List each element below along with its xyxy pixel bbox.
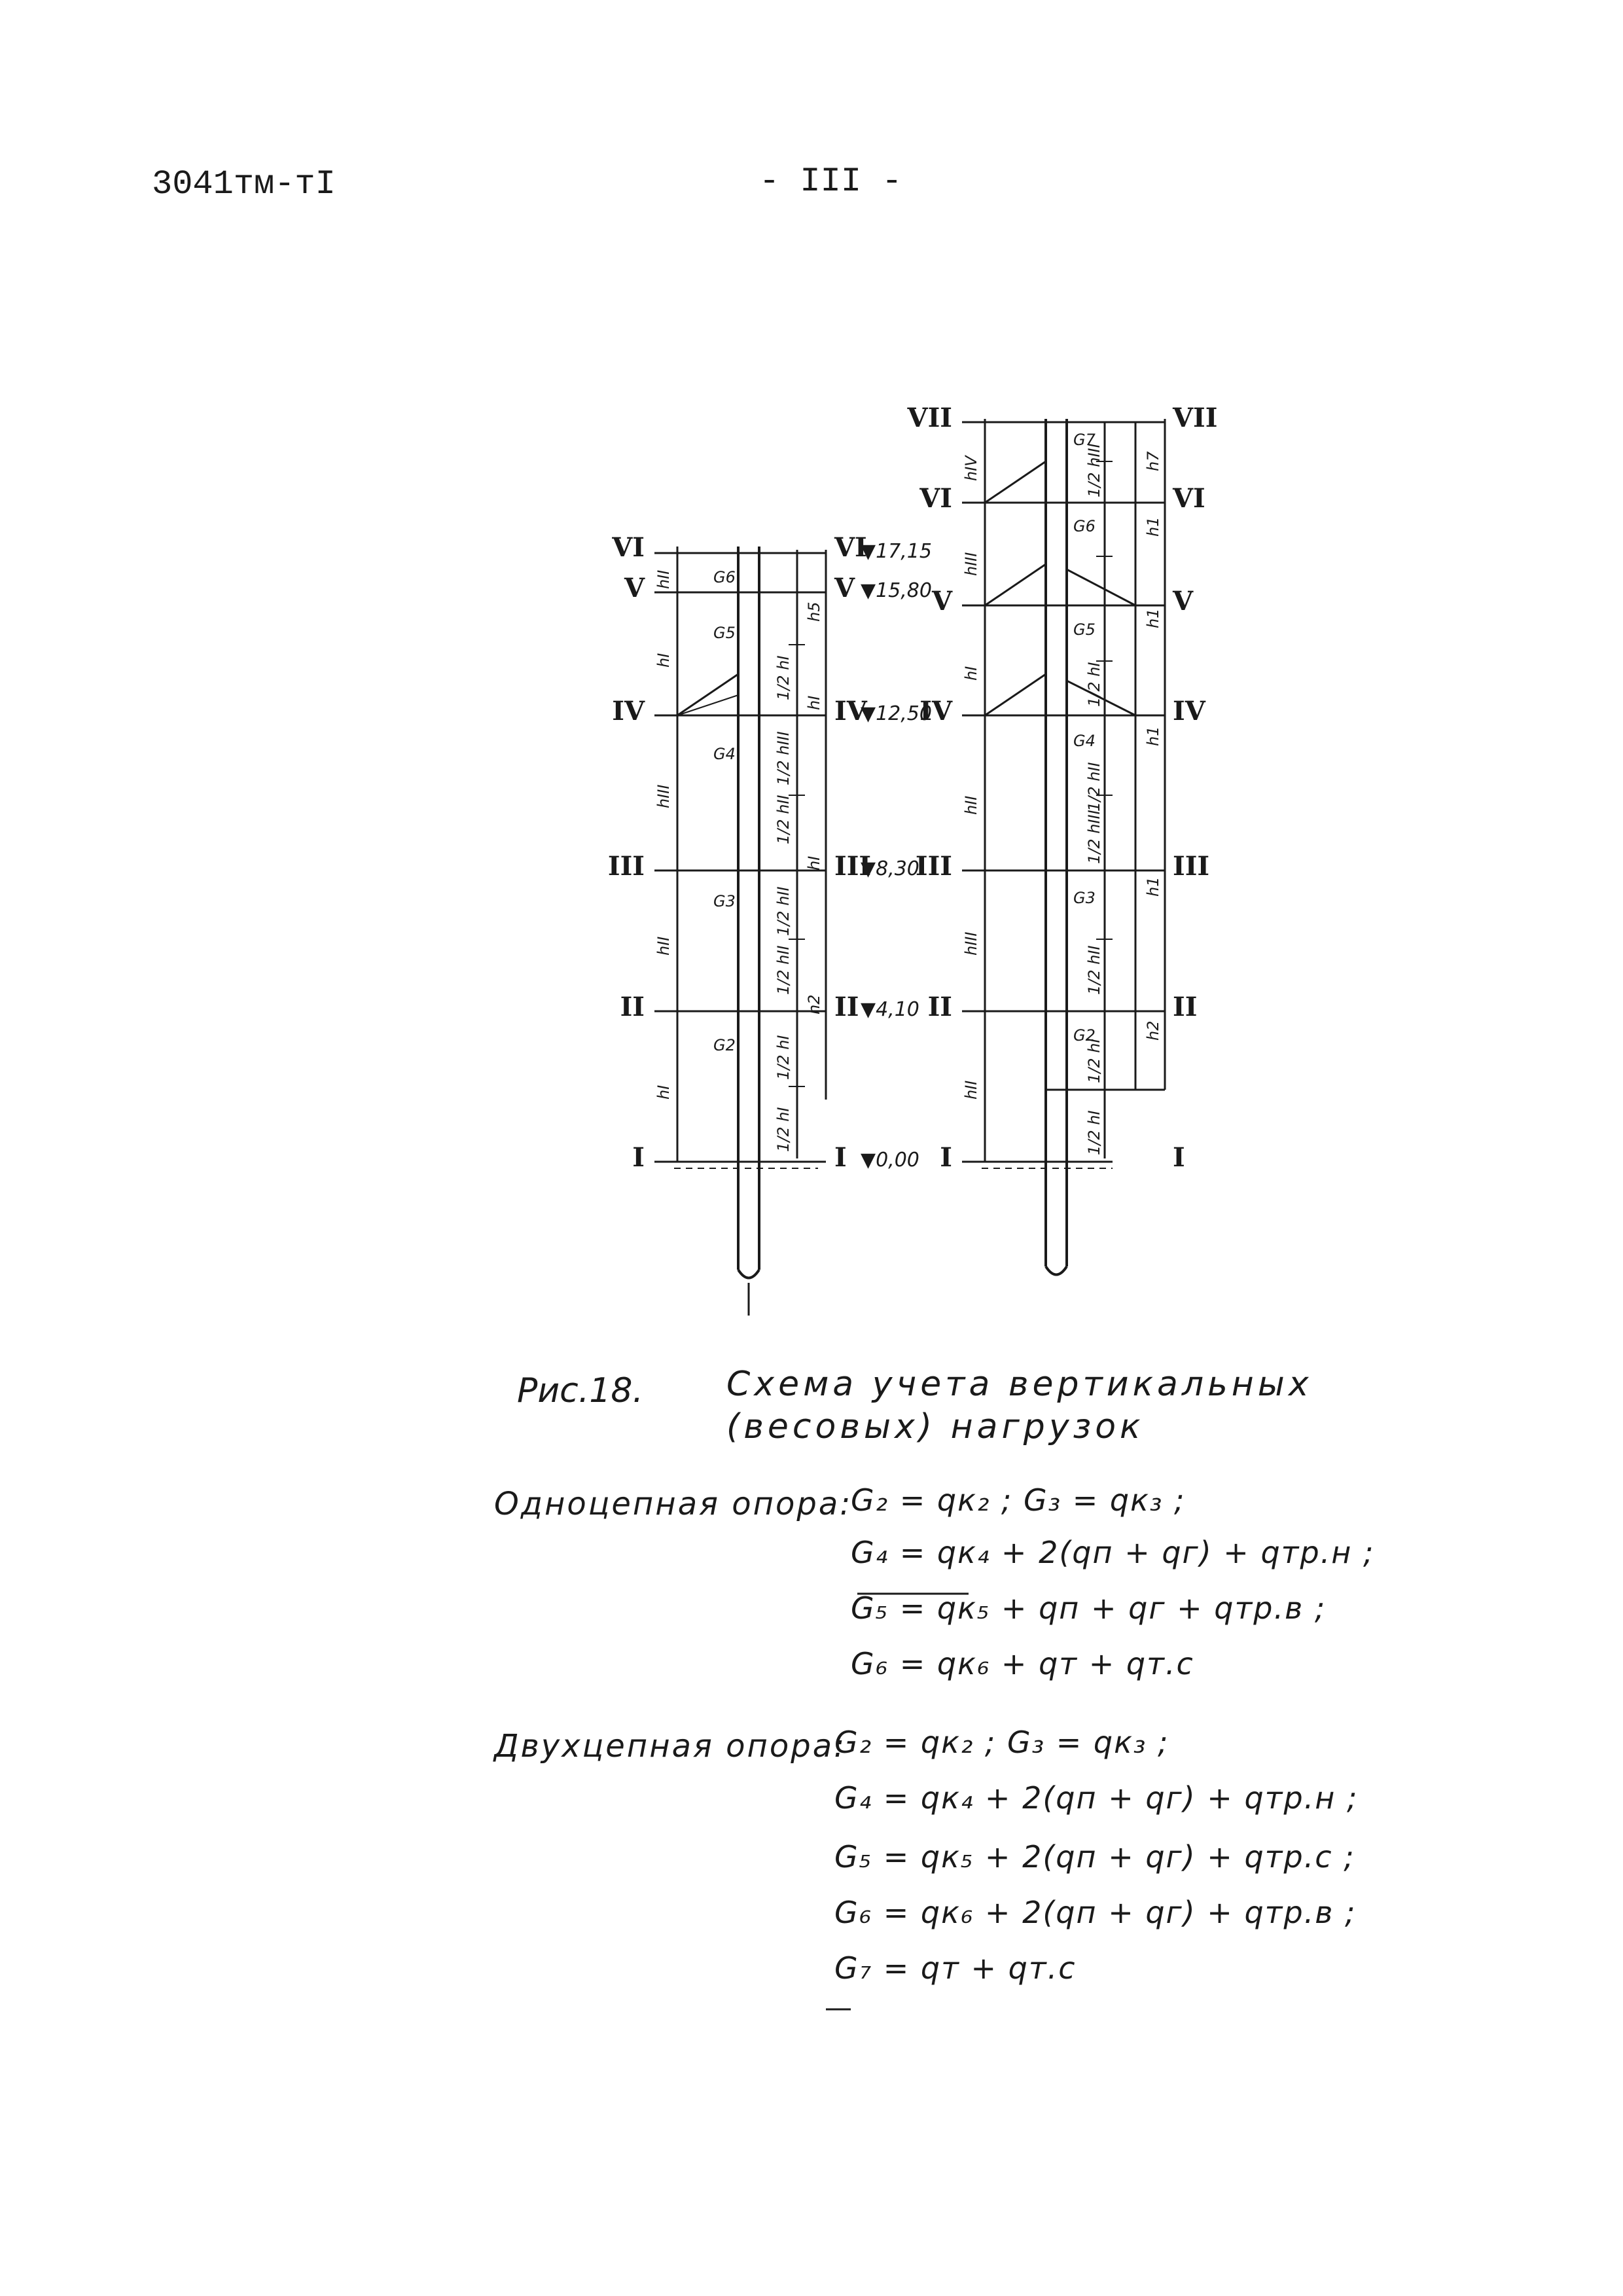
level-label: III xyxy=(915,851,952,882)
level-label: II xyxy=(620,992,645,1022)
half-height-label: 1/2 hI xyxy=(1085,1110,1103,1155)
formula-line: G₂ = qк₂ ; G₃ = qк₃ ; xyxy=(851,1482,1186,1518)
figure-title-line-2: (весовых) нагрузок xyxy=(726,1407,1145,1446)
half-height-label: 1/2 hIII xyxy=(1085,810,1103,864)
formula-line: G₂ = qк₂ ; G₃ = qк₃ ; xyxy=(834,1725,1169,1760)
height-label: hI xyxy=(805,855,823,870)
double-circuit-lead: Двухцепная опора: xyxy=(494,1728,847,1765)
formula-line: G₇ = qт + qт.с xyxy=(834,1950,1077,1986)
height-label: hIV xyxy=(962,456,980,481)
level-label: VI xyxy=(1173,483,1205,514)
load-label: G3 xyxy=(1073,889,1096,907)
elevation-mark: ▼8,30 xyxy=(861,857,919,880)
height-label: h7 xyxy=(1144,451,1162,471)
half-height-label: 1/2 hI xyxy=(1085,662,1103,707)
half-height-label: 1/2 hII xyxy=(774,945,793,995)
elevation-mark: ▼17,15 xyxy=(861,540,932,563)
load-label: G5 xyxy=(1073,620,1096,639)
load-label: G6 xyxy=(1073,517,1096,535)
level-label: IV xyxy=(612,696,645,726)
height-label: hII xyxy=(962,795,980,815)
level-label: I xyxy=(940,1142,952,1173)
height-label: h2 xyxy=(805,994,823,1014)
page-number: - III - xyxy=(759,162,902,201)
level-label: VI xyxy=(919,483,952,514)
level-label: I xyxy=(632,1142,645,1173)
double-circuit-pole-diagram xyxy=(962,419,1165,1275)
single-circuit-pole-diagram xyxy=(654,547,826,1316)
formula-line: G₄ = qк₄ + 2(qп + qг) + qтр.н ; xyxy=(851,1535,1375,1570)
half-height-label: 1/2 hII xyxy=(1085,945,1103,995)
height-label: hII xyxy=(654,936,673,956)
level-label: VII xyxy=(1173,403,1218,433)
double-circuit-labels xyxy=(907,403,1218,1173)
load-label: G7 xyxy=(1073,431,1096,449)
level-label: V xyxy=(624,573,645,603)
half-height-label: 1/2 hII xyxy=(1085,762,1103,812)
height-label: h2 xyxy=(1144,1020,1162,1041)
load-label: G2 xyxy=(1073,1026,1096,1045)
level-label: VI xyxy=(612,532,645,563)
height-label: h5 xyxy=(805,601,823,622)
load-label: G4 xyxy=(1073,732,1096,750)
level-label: I xyxy=(834,1142,847,1173)
elevation-mark: ▼4,10 xyxy=(861,998,919,1021)
level-label: IV xyxy=(1173,696,1205,726)
elevation-mark: ▼15,80 xyxy=(861,579,932,602)
load-label: G6 xyxy=(713,568,736,586)
formula-line: G₅ = qк₅ + 2(qп + qг) + qтр.с ; xyxy=(834,1839,1355,1874)
load-label: G5 xyxy=(713,624,736,642)
single-circuit-labels xyxy=(608,532,932,1173)
height-label: h1 xyxy=(1144,726,1162,746)
document-code: 3041тм-тI xyxy=(152,165,336,204)
height-label: hIII xyxy=(962,552,980,576)
height-label: h1 xyxy=(1144,608,1162,628)
height-label: hI xyxy=(805,695,823,710)
half-height-label: 1/2 hI xyxy=(774,1035,793,1080)
level-label: IV xyxy=(919,696,952,726)
level-label: V xyxy=(1173,586,1194,617)
level-label: I xyxy=(1173,1142,1185,1173)
half-height-label: 1/2 hI xyxy=(774,655,793,700)
level-label: II xyxy=(927,992,952,1022)
formula-line: G₄ = qк₄ + 2(qп + qг) + qтр.н ; xyxy=(834,1780,1359,1816)
level-label: V xyxy=(834,573,855,603)
formula-line: G₆ = qк₆ + 2(qп + qг) + qтр.в ; xyxy=(834,1895,1357,1930)
figure-title-line-1: Схема учета вертикальных xyxy=(726,1365,1313,1404)
height-label: h1 xyxy=(1144,516,1162,537)
height-label: hIII xyxy=(962,931,980,956)
formula-line: G₅ = qк₅ + qп + qг + qтр.в ; xyxy=(851,1590,1327,1626)
level-label: VI xyxy=(834,532,867,563)
level-label: III xyxy=(607,851,645,882)
level-label: V xyxy=(931,586,952,617)
height-label: hI xyxy=(962,666,980,681)
level-label: II xyxy=(834,992,859,1022)
half-height-label: 1/2 hIII xyxy=(774,731,793,785)
load-label: G3 xyxy=(713,892,736,910)
height-label: hII xyxy=(962,1080,980,1100)
height-label: hI xyxy=(654,653,673,668)
level-label: III xyxy=(834,851,872,882)
level-label: III xyxy=(1173,851,1210,882)
load-label: G2 xyxy=(713,1036,736,1054)
level-label: II xyxy=(1173,992,1198,1022)
height-label: hIII xyxy=(654,784,673,808)
single-circuit-lead: Одноцепная опора: xyxy=(494,1486,853,1522)
height-label: hI xyxy=(654,1085,673,1100)
height-label: hII xyxy=(654,569,673,589)
level-label: IV xyxy=(834,696,867,726)
half-height-label: 1/2 hII xyxy=(774,886,793,936)
figure-label: Рис.18. xyxy=(517,1371,643,1410)
load-label: G4 xyxy=(713,745,736,763)
height-label: h1 xyxy=(1144,876,1162,897)
half-height-label: 1/2 hI xyxy=(1085,1038,1103,1083)
formula-line: G₆ = qк₆ + qт + qт.с xyxy=(851,1646,1194,1681)
elevation-mark: ▼12,50 xyxy=(861,702,932,725)
half-height-label: 1/2 hII xyxy=(774,795,793,844)
half-height-label: 1/2 hIII xyxy=(1085,443,1103,497)
elevation-mark: ▼0,00 xyxy=(861,1149,919,1172)
level-label: VII xyxy=(907,403,952,433)
half-height-label: 1/2 hI xyxy=(774,1107,793,1152)
